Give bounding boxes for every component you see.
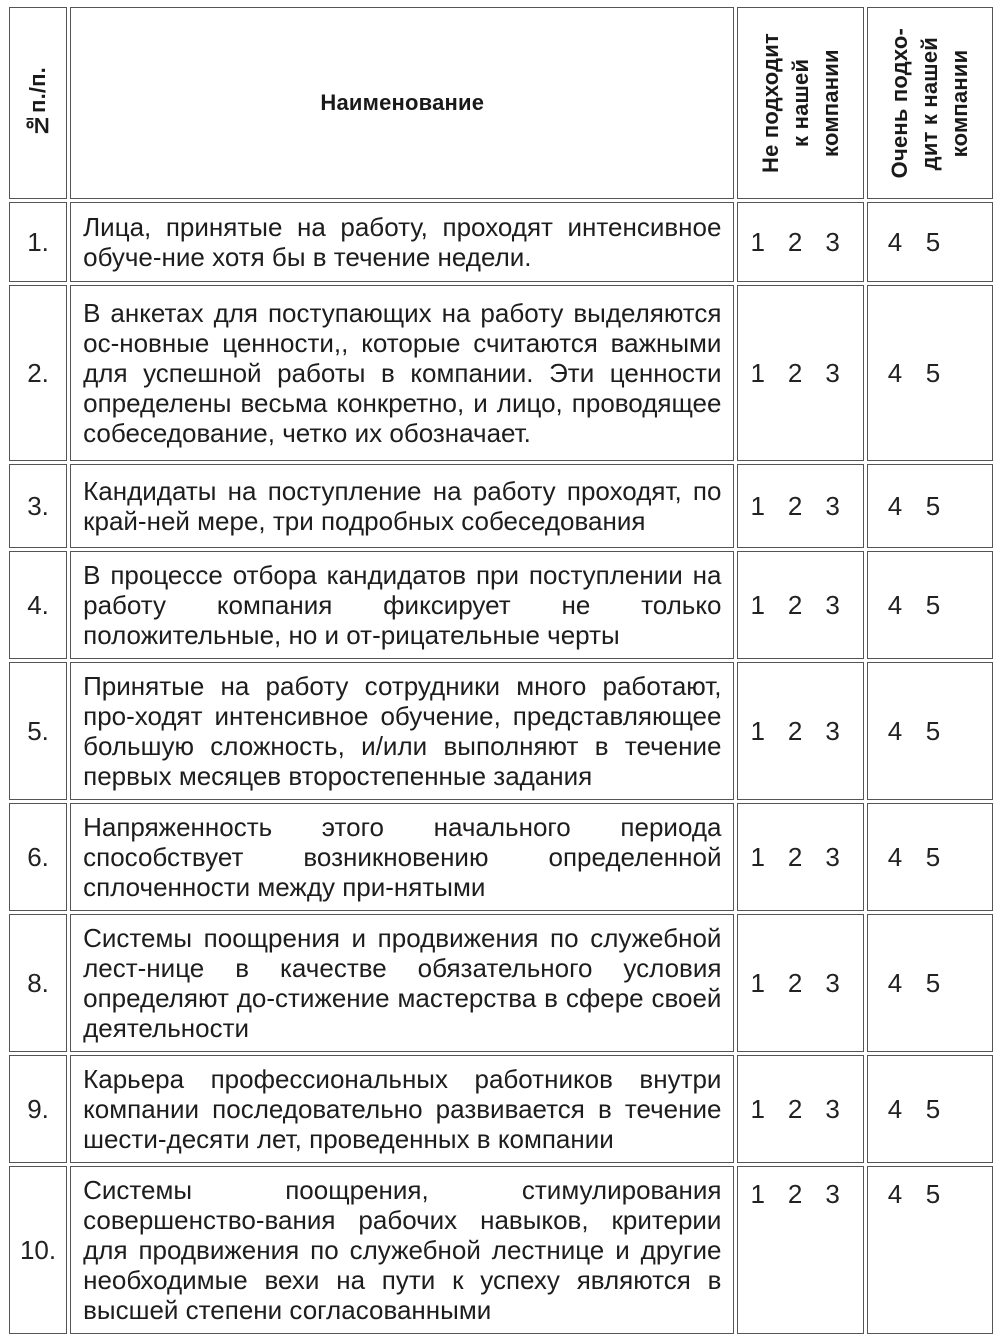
row-number: 9.: [9, 1055, 67, 1163]
table-row: [9, 1166, 993, 1334]
header-name: Наименование: [70, 7, 734, 199]
row-statement: В анкетах для поступающих на работу выделяются ос-новные ценности,, которые считаются важными для успешной работы в компании. Эти ценности определены весьма конкретно, и лицо, проводящее собеседование, четко их обозначает.: [70, 285, 734, 461]
header-high: Очень подхо- дит к нашей компании: [886, 27, 972, 179]
table-header-row: [9, 7, 993, 199]
scale-option[interactable]: 1: [750, 716, 765, 746]
scale-option[interactable]: 3: [825, 1179, 840, 1209]
scale-low-cell: [737, 1055, 863, 1163]
scale-option[interactable]: 1: [750, 590, 765, 620]
scale-option[interactable]: 3: [825, 716, 840, 746]
row-statement: Кандидаты на поступление на работу проходят, по край-ней мере, три подробных собеседования: [70, 464, 734, 548]
scale-option[interactable]: 4: [887, 491, 903, 521]
row-number: 4.: [9, 551, 67, 659]
scale-option[interactable]: 4: [887, 1179, 903, 1209]
scale-option[interactable]: 2: [787, 842, 803, 872]
table-row: [9, 551, 993, 659]
scale-option[interactable]: 4: [887, 227, 903, 257]
row-statement: Системы поощрения, стимулирования совершенство-вания рабочих навыков, критерии для продвижения по служебной лестнице и другие необходимые вехи на пути к успеху являются в высшей степени согласованными: [70, 1166, 734, 1334]
header-num-cell: [9, 7, 67, 199]
scale-option[interactable]: 4: [887, 590, 903, 620]
scale-low-cell: [737, 914, 863, 1052]
table-row: [9, 662, 993, 800]
scale-low-cell: [737, 662, 863, 800]
table-row: [9, 464, 993, 548]
row-number: 8.: [9, 914, 67, 1052]
scale-option[interactable]: 5: [925, 227, 941, 257]
table-row: [9, 914, 993, 1052]
scale-option[interactable]: 4: [887, 1094, 903, 1124]
row-statement: Лица, принятые на работу, проходят интенсивное обуче-ние хотя бы в течение недели.: [70, 202, 734, 282]
scale-option[interactable]: 4: [887, 716, 903, 746]
scale-option[interactable]: 2: [787, 590, 803, 620]
header-low-cell: [737, 7, 863, 199]
questionnaire-table: [6, 4, 996, 1337]
table-row: [9, 285, 993, 461]
table-row: [9, 202, 993, 282]
scale-option[interactable]: 1: [750, 1094, 765, 1124]
scale-option[interactable]: 5: [925, 491, 941, 521]
scale-low-cell: [737, 464, 863, 548]
scale-high-cell: [867, 662, 993, 800]
scale-option[interactable]: 2: [787, 968, 803, 998]
scale-option[interactable]: 5: [925, 358, 941, 388]
scale-low-cell: [737, 285, 863, 461]
scale-option[interactable]: 5: [925, 1094, 941, 1124]
scale-option[interactable]: 2: [787, 716, 803, 746]
scale-high-cell: [867, 285, 993, 461]
scale-option[interactable]: 4: [887, 842, 903, 872]
scale-option[interactable]: 4: [887, 358, 903, 388]
row-statement: Системы поощрения и продвижения по служебной лест-нице в качестве обязательного условия определяют до-стижение мастерства в сфере своей деятельности: [70, 914, 734, 1052]
scale-option[interactable]: 3: [825, 968, 840, 998]
row-statement: Напряженность этого начального периода способствует возникновению определенной сплоченности между при-нятыми: [70, 803, 734, 911]
header-high-cell: [867, 7, 993, 199]
scale-high-cell: [867, 551, 993, 659]
scale-low-cell: [737, 803, 863, 911]
header-num: №п./п.: [25, 67, 51, 139]
table-row: [9, 803, 993, 911]
scale-option[interactable]: 2: [787, 491, 803, 521]
scale-option[interactable]: 2: [787, 227, 803, 257]
scale-option[interactable]: 1: [750, 1179, 765, 1209]
scale-option[interactable]: 2: [787, 1179, 803, 1209]
scale-option[interactable]: 1: [750, 227, 765, 257]
scale-low-cell: [737, 202, 863, 282]
scale-high-cell: [867, 914, 993, 1052]
scale-option[interactable]: 5: [925, 968, 941, 998]
row-number: 6.: [9, 803, 67, 911]
scale-option[interactable]: 1: [750, 842, 765, 872]
scale-high-cell: [867, 202, 993, 282]
scale-high-cell: [867, 464, 993, 548]
scale-option[interactable]: 2: [787, 1094, 803, 1124]
row-number: 10.: [9, 1166, 67, 1334]
scale-high-cell: [867, 1055, 993, 1163]
scale-low-cell: [737, 1166, 863, 1334]
scale-option[interactable]: 4: [887, 968, 903, 998]
scale-option[interactable]: 3: [825, 842, 840, 872]
scale-option[interactable]: 1: [750, 968, 765, 998]
scale-option[interactable]: 1: [750, 358, 765, 388]
scale-high-cell: [867, 803, 993, 911]
scale-option[interactable]: 5: [925, 716, 941, 746]
row-number: 2.: [9, 285, 67, 461]
row-statement: Принятые на работу сотрудники много работают, про-ходят интенсивное обучение, представляющее большую сложность, и/или выполняют в течение первых месяцев второстепенные задания: [70, 662, 734, 800]
row-number: 1.: [9, 202, 67, 282]
scale-option[interactable]: 3: [825, 491, 840, 521]
scale-option[interactable]: 5: [925, 590, 941, 620]
scale-option[interactable]: 1: [750, 491, 765, 521]
scale-option[interactable]: 3: [825, 227, 840, 257]
scale-low-cell: [737, 551, 863, 659]
scale-option[interactable]: 5: [925, 842, 941, 872]
scale-option[interactable]: 2: [787, 358, 803, 388]
scale-option[interactable]: 3: [825, 358, 840, 388]
scale-option[interactable]: 3: [825, 1094, 840, 1124]
table-row: [9, 1055, 993, 1163]
row-number: 3.: [9, 464, 67, 548]
row-number: 5.: [9, 662, 67, 800]
scale-high-cell: [867, 1166, 993, 1334]
row-statement: Карьера профессиональных работников внутри компании последовательно развивается в течение шести-десяти лет, проведенных в компании: [70, 1055, 734, 1163]
row-statement: В процессе отбора кандидатов при поступлении на работу компания фиксирует не только положительные, но и от-рицательные черты: [70, 551, 734, 659]
header-low: Не подходит к нашей компании: [757, 33, 843, 173]
scale-option[interactable]: 3: [825, 590, 840, 620]
scale-option[interactable]: 5: [925, 1179, 941, 1209]
